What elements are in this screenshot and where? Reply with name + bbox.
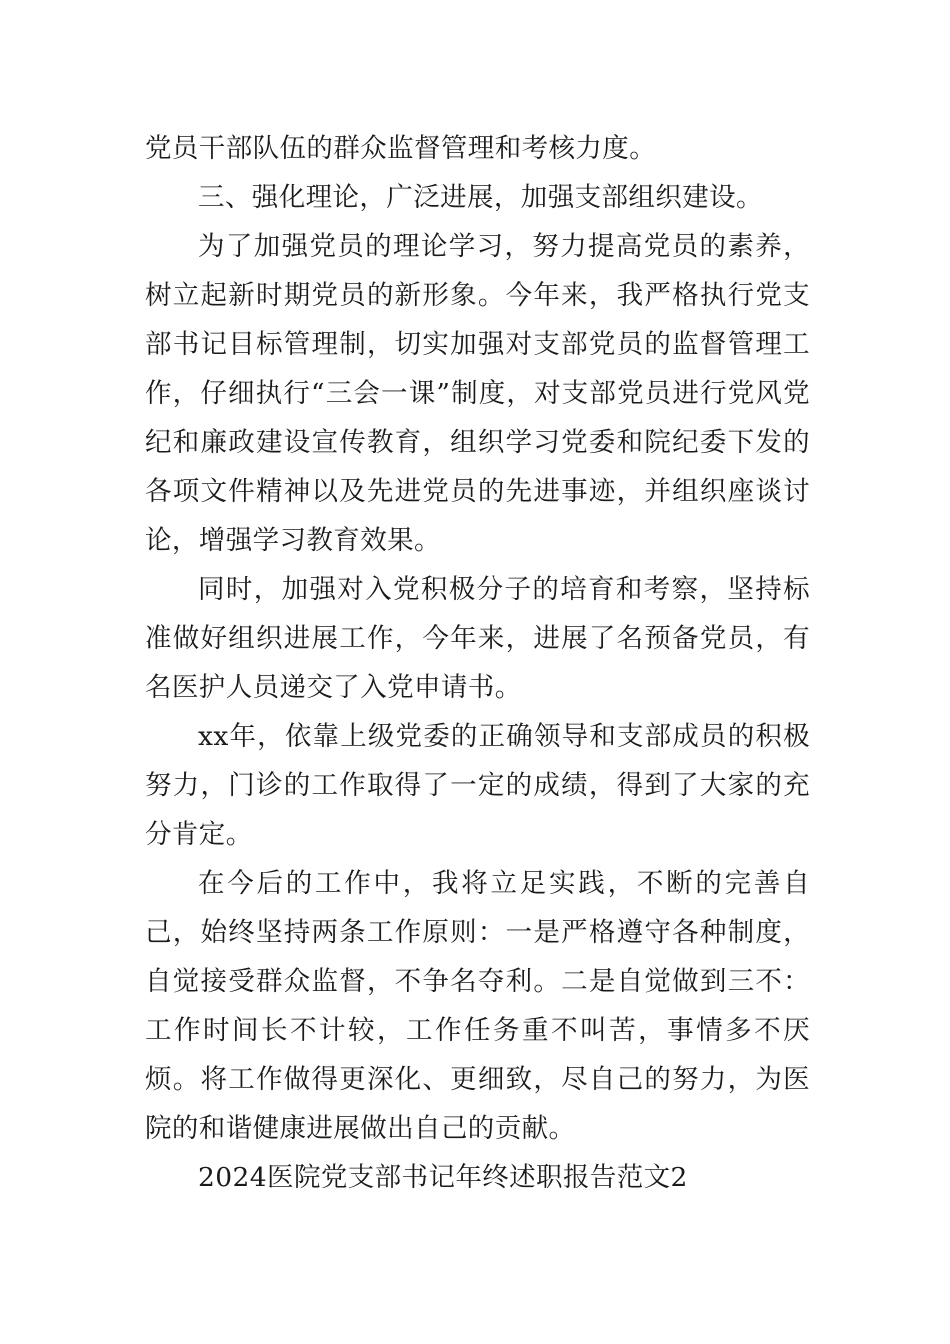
next-article-title: 2024医院党支部书记年终述职报告范文2 (198, 1162, 688, 1193)
paragraph-future-work: 在今后的工作中，我将立足实践，不断的完善自己，始终坚持两条工作原则：一是严格遵守各种制度，自觉接受群众监督，不争名夺利。二是自觉做到三不：工作时间长不计较，工作任务重不叫苦，事情多不厌烦。将工作做得更深化、更细致，尽自己的努力，为医院的和谐健康进展做出自己的贡献。 (145, 868, 810, 1144)
paragraph-achievements: xx年，依靠上级党委的正确领导和支部成员的积极努力，门诊的工作取得了一定的成绩，得到了大家的充分肯定。 (145, 721, 810, 850)
document-body (145, 124, 810, 1202)
paragraph-party-activists: 同时，加强对入党积极分子的培育和考察，坚持标准做好组织进展工作，今年来，进展了名预备党员，有名医护人员递交了入党申请书。 (145, 574, 810, 703)
paragraph-continuation: 党员干部队伍的群众监督管理和考核力度。 (145, 133, 657, 164)
section-heading: 三、强化理论，广泛进展，加强支部组织建设。 (198, 182, 763, 213)
paragraph-theory-study: 为了加强党员的理论学习，努力提高党员的素养，树立起新时期党员的新形象。今年来，我严格执行党支部书记目标管理制，切实加强对支部党员的监督管理工作，仔细执行“三会一课”制度，对支部党员进行党风党纪和廉政建设宣传教育，组织学习党委和院纪委下发的各项文件精神以及先进党员的先进事迹，并组织座谈讨论，增强学习教育效果。 (145, 231, 810, 556)
